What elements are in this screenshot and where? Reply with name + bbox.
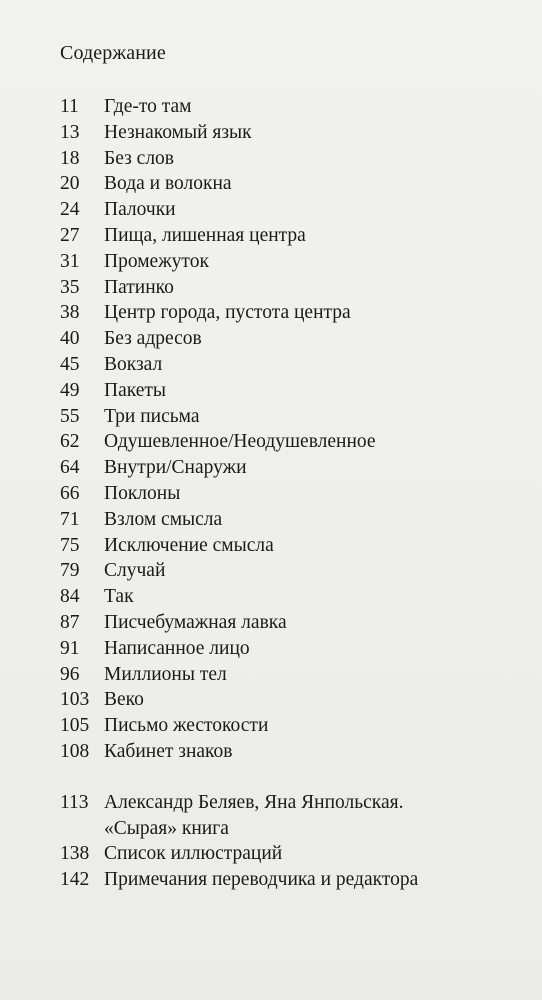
toc-entry	[60, 687, 520, 713]
toc-entry	[60, 94, 520, 120]
toc-entry-title: Писчебумажная лавка	[104, 611, 287, 633]
toc-page-number: 27	[60, 224, 80, 246]
toc-page-number: 96	[60, 663, 80, 685]
toc-page-number: 13	[60, 121, 80, 143]
toc-entry	[60, 636, 520, 662]
toc-entry-title: Поклоны	[104, 482, 181, 504]
toc-entry-title: Исключение смысла	[104, 534, 274, 556]
toc-page-number: 71	[60, 508, 80, 530]
toc-entry	[60, 352, 520, 378]
toc-entry-title: Палочки	[104, 199, 176, 221]
toc-entry	[60, 404, 520, 430]
toc-page-number: 40	[60, 328, 80, 350]
toc-group	[60, 94, 520, 765]
toc-entry-title: Письмо жестокости	[104, 715, 269, 737]
toc-entry	[60, 662, 520, 688]
toc-entry	[60, 300, 520, 326]
toc-page-number: 35	[60, 276, 80, 298]
toc-entry-title: Одушевленное/Неодушевленное	[104, 431, 376, 453]
toc-entry-title: Незнакомый язык	[104, 121, 252, 143]
toc-entry-title: Промежуток	[104, 250, 209, 272]
toc-page-number: 79	[60, 560, 80, 582]
toc-entry-title: Пища, лишенная центра	[104, 224, 306, 246]
toc-entry-title: Патинко	[104, 276, 174, 298]
toc-entry-title: Центр города, пустота центра	[104, 302, 351, 324]
toc-entry	[60, 558, 520, 584]
toc-entry-title: Где-то там	[104, 96, 192, 117]
toc-entry-title: Веко	[104, 689, 144, 711]
toc-entry	[60, 146, 520, 172]
toc-entry	[60, 533, 520, 559]
toc-page-number: 108	[60, 740, 90, 762]
toc-page-number: 138	[60, 843, 90, 865]
toc-page-number: 105	[60, 715, 90, 737]
toc-entry-title: Без слов	[104, 147, 175, 169]
toc-page-number: 91	[60, 637, 80, 659]
toc-page-number: 103	[60, 689, 90, 711]
toc-entry-title: Список иллюстраций	[104, 843, 283, 865]
toc-page-number: 113	[60, 791, 89, 813]
toc-entry	[60, 584, 520, 610]
page-title: Содержание	[60, 42, 166, 64]
toc-entry-title: Случай	[104, 560, 166, 582]
toc-page-number: 84	[60, 586, 80, 608]
toc-page-number: 75	[60, 534, 80, 556]
toc-entry-title: Написанное лицо	[104, 637, 250, 659]
toc-entry-title: Три письма	[104, 405, 200, 427]
toc-entry-title: Пакеты	[104, 379, 167, 401]
toc-entry	[60, 841, 520, 867]
toc-entry	[60, 223, 520, 249]
toc-page-number: 64	[60, 457, 80, 479]
toc-page-number: 142	[60, 869, 90, 891]
toc-page-number: 38	[60, 302, 80, 324]
toc-entry	[60, 197, 520, 223]
toc-entry-title: Взлом смысла	[104, 508, 223, 530]
toc-entry	[60, 790, 520, 842]
toc-entry-title: Александр Беляев, Яна Янпольская. «Сырая» книга	[104, 791, 404, 839]
toc-entry-title: Миллионы тел	[104, 663, 227, 685]
toc-entry	[60, 867, 520, 893]
toc-page-number: 49	[60, 379, 80, 401]
toc-entry	[60, 610, 520, 636]
toc-entry	[60, 713, 520, 739]
toc-group	[60, 790, 520, 893]
toc-entry	[60, 249, 520, 275]
toc-page-number: 31	[60, 250, 80, 272]
toc-entry	[60, 429, 520, 455]
toc-entry-title: Внутри/Снаружи	[104, 457, 247, 479]
toc-entry	[60, 739, 520, 765]
toc-entry-title: Без адресов	[104, 328, 202, 350]
toc-page-number: 24	[60, 199, 80, 221]
toc-page-number: 18	[60, 147, 80, 169]
toc-entry-title: Вокзал	[104, 353, 163, 375]
toc-entry	[60, 120, 520, 146]
toc-page-number: 87	[60, 611, 80, 633]
toc-page-number: 11	[60, 96, 79, 117]
toc-entry-title: Примечания переводчика и редактора	[104, 869, 419, 891]
toc-entry	[60, 481, 520, 507]
toc-entry	[60, 171, 520, 197]
toc-page-number: 20	[60, 173, 80, 195]
toc-entry	[60, 275, 520, 301]
toc-entry	[60, 378, 520, 404]
toc-entry	[60, 326, 520, 352]
toc-page-number: 55	[60, 405, 80, 427]
toc-entry-title: Так	[104, 586, 134, 608]
toc-entry-title: Вода и волокна	[104, 173, 232, 195]
toc-page-number: 62	[60, 431, 80, 453]
toc-entry	[60, 507, 520, 533]
table-of-contents	[60, 94, 520, 893]
toc-page-number: 45	[60, 353, 80, 375]
toc-entry	[60, 455, 520, 481]
toc-page-number: 66	[60, 482, 80, 504]
toc-entry-title: Кабинет знаков	[104, 740, 233, 762]
